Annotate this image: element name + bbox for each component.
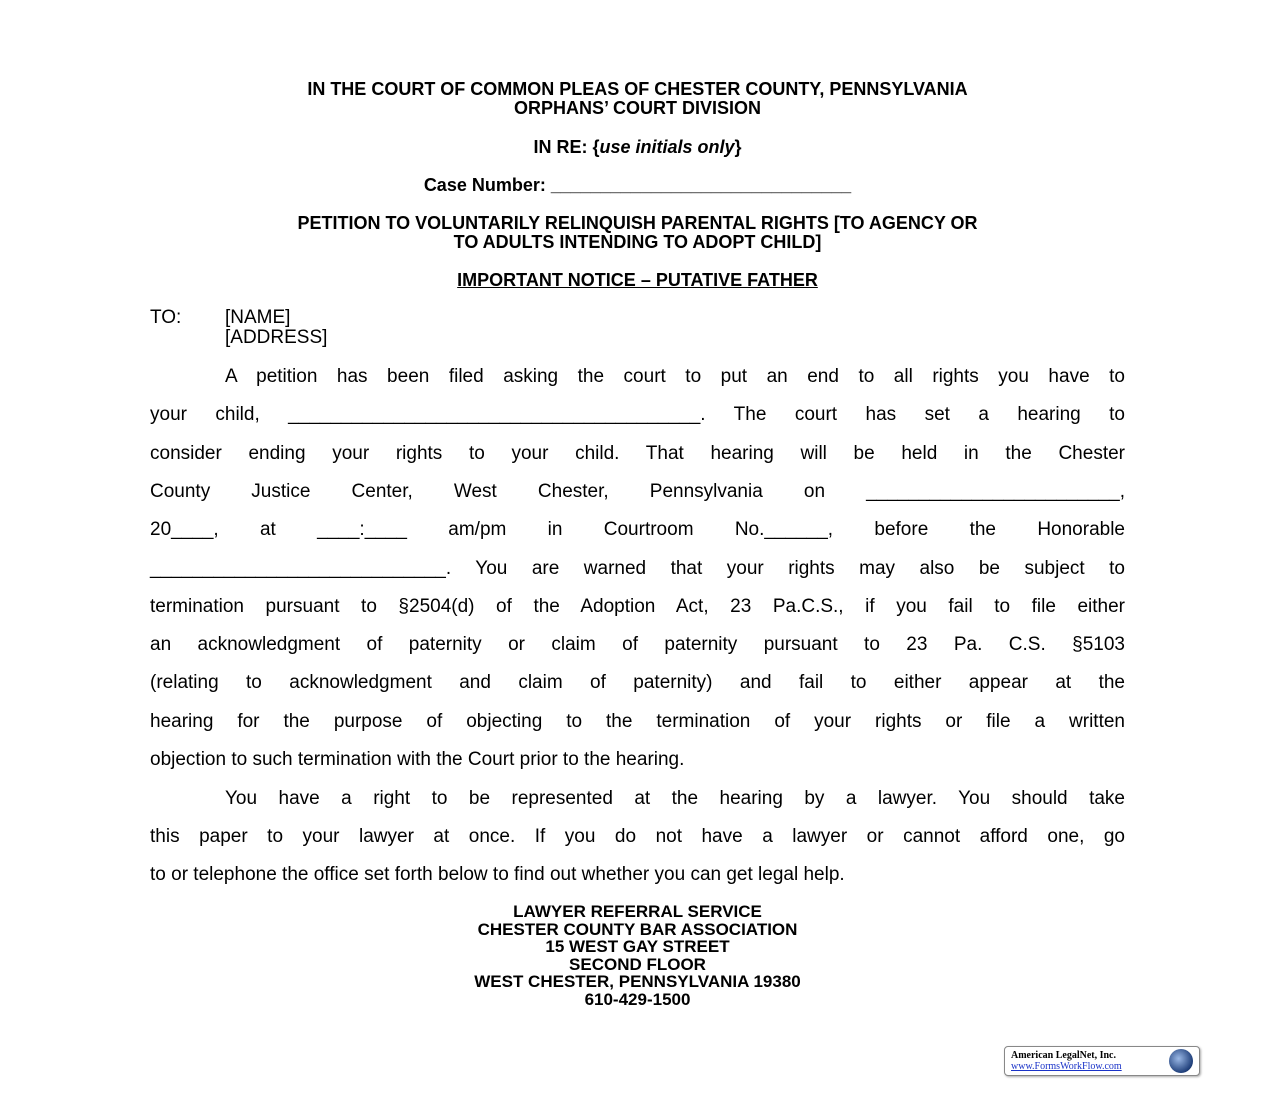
paragraph-line: this paper to your lawyer at once. If you do not have a lawyer or cannot afford one, go [150,826,1125,848]
logo-name: American LegalNet, Inc. [1011,1050,1116,1061]
paragraph-line: your child, _______________________________________. The court has set a hearing to [150,404,1125,426]
paragraph-line: (relating to acknowledgment and claim of paternity) and fail to either appear at the [150,672,1125,694]
in-re-placeholder: use initials only [599,137,735,157]
paragraph-line: 20____, at ____:____ am/pm in Courtroom No.______, before the Honorable [150,519,1125,541]
referral-address-line: WEST CHESTER, PENNSYLVANIA 19380 [474,972,801,991]
referral-address-line: LAWYER REFERRAL SERVICE [513,902,762,921]
logo-url[interactable]: www.FormsWorkFlow.com [1011,1061,1122,1072]
to-address: [ADDRESS] [225,327,328,348]
paragraph-line: an acknowledgment of paternity or claim of paternity pursuant to 23 Pa. C.S. §5103 [150,634,1125,656]
to-label: TO: [150,307,182,328]
notice-title [150,269,1125,291]
to-name: [NAME] [225,307,291,328]
paragraph-line: ____________________________. You are warned that your rights may also be subject to [150,557,1125,579]
referral-address-line: SECOND FLOOR [569,955,706,974]
paragraph-line: A petition has been filed asking the court to put an end to all rights you have to [225,366,1125,387]
referral-address-line: 15 WEST GAY STREET [545,937,730,956]
american-legalnet-logo[interactable] [1004,1046,1200,1076]
paragraph-line: objection to such termination with the Court prior to the hearing. [150,749,685,770]
petition-title-1: PETITION TO VOLUNTARILY RELINQUISH PARENTAL RIGHTS [TO AGENCY OR [297,213,978,233]
to-line [150,307,1125,329]
court-heading: IN THE COURT OF COMMON PLEAS OF CHESTER COUNTY, PENNSYLVANIA [307,79,968,99]
in-re-label: IN RE: { [533,137,600,157]
case-number-line: Case Number: ______________________________ [423,175,852,195]
paragraph-line: to or telephone the office set forth below to find out whether you can get legal help. [150,864,845,886]
paragraph-line: You have a right to be represented at the hearing by a lawyer. You should take [225,788,1125,809]
division-heading: ORPHANS’ COURT DIVISION [513,98,762,118]
in-re-brace: } [734,137,742,157]
notice-title-text: IMPORTANT NOTICE – PUTATIVE FATHER [457,270,818,290]
globe-icon [1169,1049,1193,1073]
referral-address-line: 610-429-1500 [584,990,691,1009]
paragraph-line: termination pursuant to §2504(d) of the Adoption Act, 23 Pa.C.S., if you fail to file either [150,595,1125,617]
paragraph-line: County Justice Center, West Chester, Pennsylvania on ________________________, [150,480,1125,502]
petition-title-2: TO ADULTS INTENDING TO ADOPT CHILD] [453,232,822,252]
in-re-line [150,136,1125,158]
paragraph-line: hearing for the purpose of objecting to the termination of your rights or file a written [150,710,1125,732]
paragraph-line: consider ending your rights to your child. That hearing will be held in the Chester [150,442,1125,464]
referral-address-line: CHESTER COUNTY BAR ASSOCIATION [477,920,798,939]
